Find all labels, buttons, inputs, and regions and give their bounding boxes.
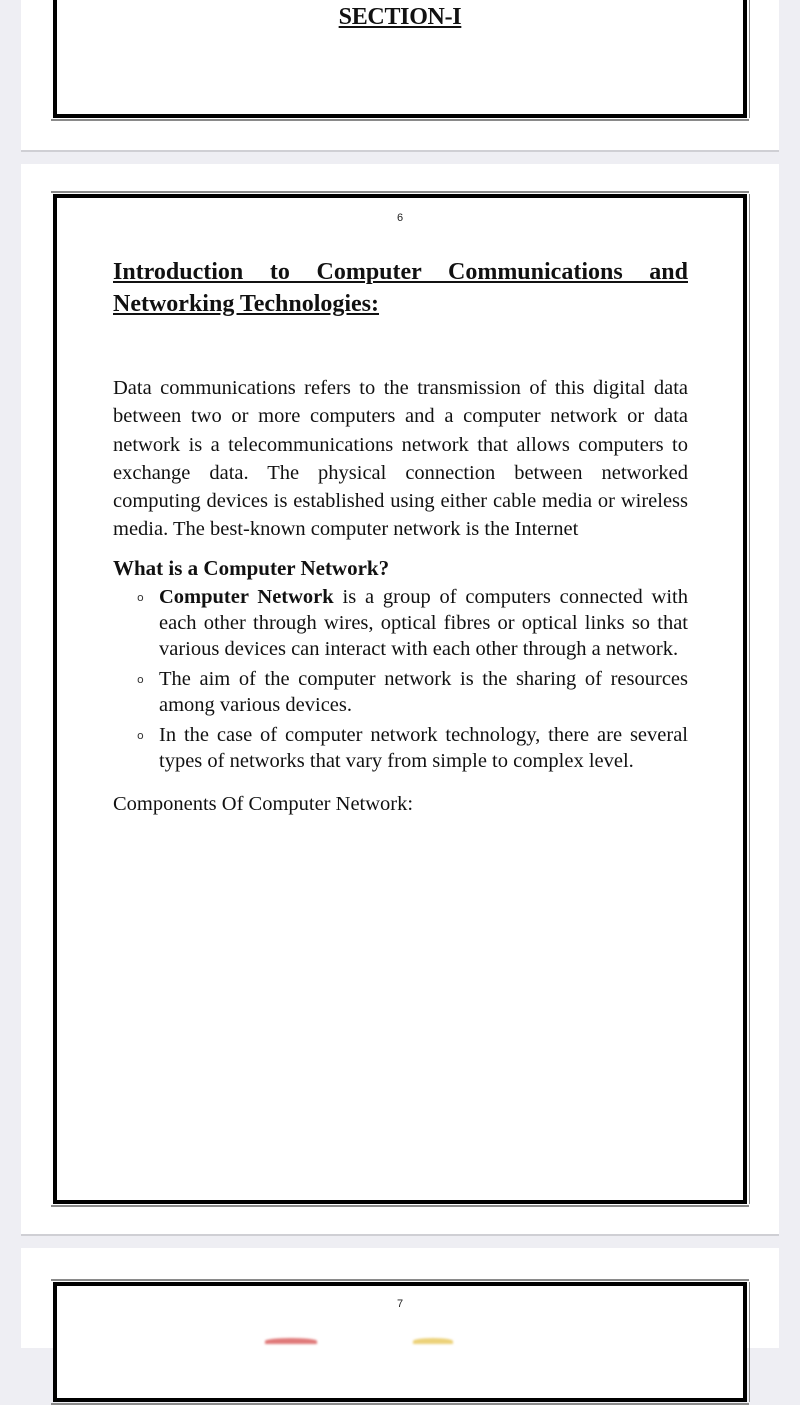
bullet-circle-icon: o [137,672,144,686]
list-item-text: The aim of the computer network is the sharing of resources among various devices. [159,667,688,716]
page-border-frame [53,1282,747,1402]
border-shadow-line [749,0,750,118]
bold-term: Computer Network [159,585,334,608]
document-page-1 [21,0,779,150]
heading-line-2: Networking Technologies: [113,291,380,317]
bullet-circle-icon: o [137,590,144,604]
list-item-text: In the case of computer network technology, there are several types of networks that vary from simple to complex level. [159,723,688,772]
page-number: 6 [396,212,404,224]
section-title: SECTION-I [338,4,462,30]
bullet-list [113,584,688,774]
border-shadow-line [749,194,750,1204]
document-page-6 [21,164,779,1234]
document-page-7 [21,1248,779,1348]
subheading-what-is-network: What is a Computer Network? [113,555,390,580]
image-fragment-red [265,1338,317,1344]
page-border-frame [53,0,747,118]
list-item [137,722,688,774]
list-item [137,666,688,718]
page-border-frame [53,194,747,1204]
page-number: 7 [396,1298,404,1310]
page-heading [113,256,688,320]
components-heading: Components Of Computer Network: [113,792,414,815]
heading-line-1: Introduction to Computer Communications and [113,259,688,285]
border-shadow-line [749,1282,750,1402]
page-content [113,256,688,818]
list-item [137,584,688,662]
bullet-circle-icon: o [137,728,144,742]
list-item-text: is a group of computers connected with each other through wires, optical fibres or optical links so that various devices can interact with each other through a network. [159,585,688,660]
image-fragment-yellow [413,1338,453,1344]
intro-paragraph: Data communications refers to the transmission of this digital data between two or more computers and a computer network or data network is a telecommunications network that allows computers to exchange data. The physical connection between networked computing devices is established using either cable media or wireless media. The best-known computer network is the Internet [113,377,688,541]
